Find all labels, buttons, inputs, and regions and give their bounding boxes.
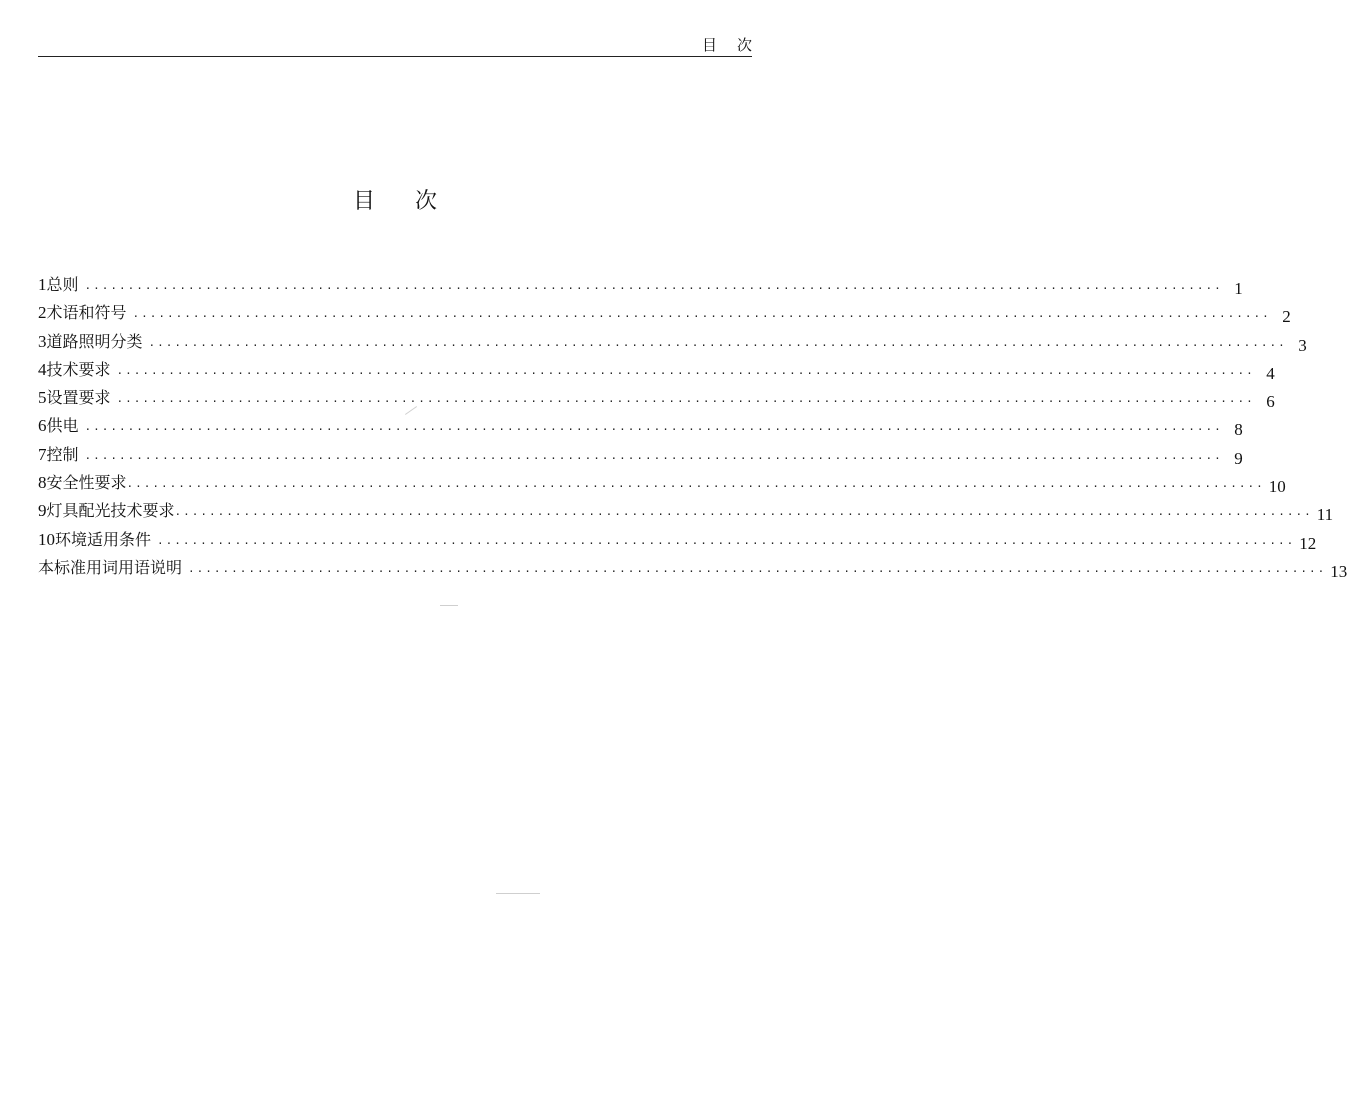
dot-leader: ···································································································································· (148, 338, 1287, 352)
toc-entry[interactable] (38, 300, 1291, 328)
toc-entry[interactable] (38, 413, 1243, 441)
scan-speck (496, 893, 540, 894)
toc-entry-page: 4 (1266, 363, 1275, 383)
dot-leader: ···································································································································· (174, 508, 1313, 522)
scan-speck (440, 605, 458, 606)
toc-entry-page: 3 (1298, 335, 1307, 355)
toc-entry-label: 道路照明分类 (46, 331, 143, 351)
toc-entry[interactable] (38, 442, 1243, 470)
toc-entry-number: 1 (38, 275, 47, 294)
dot-leader: ···································································································································· (132, 310, 1271, 324)
running-header: 目次 (701, 36, 772, 54)
toc-entry-label: 技术要求 (46, 359, 111, 379)
toc-entry-number: 7 (38, 444, 47, 464)
table-of-contents (38, 272, 1347, 583)
toc-entry-page: 2 (1282, 307, 1291, 327)
toc-entry-label: 本标准用词用语说明 (38, 557, 183, 577)
toc-entry-page: 1 (1234, 279, 1243, 298)
toc-entry-number: 9 (38, 501, 47, 521)
toc-entry[interactable] (38, 498, 1334, 526)
toc-entry-number: 4 (38, 359, 47, 379)
dot-leader: ···································································································································· (157, 536, 1296, 550)
dot-leader: ···································································································································· (116, 366, 1255, 380)
toc-entry-page: 13 (1330, 561, 1347, 581)
page-title: 目次 (352, 189, 477, 214)
toc-entry[interactable] (38, 527, 1317, 555)
toc-entry-number: 10 (38, 529, 55, 549)
toc-entry[interactable] (38, 385, 1275, 413)
toc-entry-label: 术语和符号 (46, 303, 127, 323)
toc-entry[interactable] (38, 357, 1275, 385)
dot-leader: ···································································································································· (116, 395, 1255, 409)
toc-entry-page: 9 (1234, 448, 1243, 468)
toc-entry-label: 总则 (46, 275, 79, 294)
toc-entry[interactable] (38, 272, 1243, 300)
toc-entry-label: 供电 (46, 416, 79, 436)
dot-leader: ···································································································································· (84, 282, 1223, 295)
dot-leader: ···································································································································· (84, 451, 1223, 465)
toc-entry[interactable] (38, 470, 1286, 498)
toc-entry-page: 6 (1266, 392, 1275, 412)
toc-entry-number: 8 (38, 473, 47, 493)
dot-leader: ···································································································································· (126, 480, 1265, 494)
toc-entry-label: 环境适用条件 (55, 529, 152, 549)
toc-entry-page: 12 (1299, 533, 1317, 553)
toc-entry-label: 控制 (46, 444, 79, 464)
toc-entry-label: 安全性要求 (46, 473, 127, 493)
dot-leader: ···································································································································· (188, 564, 1327, 578)
toc-entry-label: 设置要求 (46, 388, 111, 408)
toc-entry-number: 6 (38, 416, 47, 436)
toc-entry[interactable] (38, 555, 1347, 583)
toc-entry-page: 10 (1268, 477, 1286, 497)
toc-entry[interactable] (38, 329, 1307, 357)
header-rule (38, 56, 752, 57)
toc-entry-page: 8 (1234, 420, 1243, 440)
toc-entry-number: 2 (38, 303, 47, 323)
toc-entry-page: 11 (1316, 505, 1334, 525)
toc-entry-number: 5 (38, 388, 47, 408)
dot-leader: ···································································································································· (84, 423, 1223, 437)
toc-entry-label: 灯具配光技术要求 (46, 501, 175, 521)
toc-entry-number: 3 (38, 331, 47, 351)
